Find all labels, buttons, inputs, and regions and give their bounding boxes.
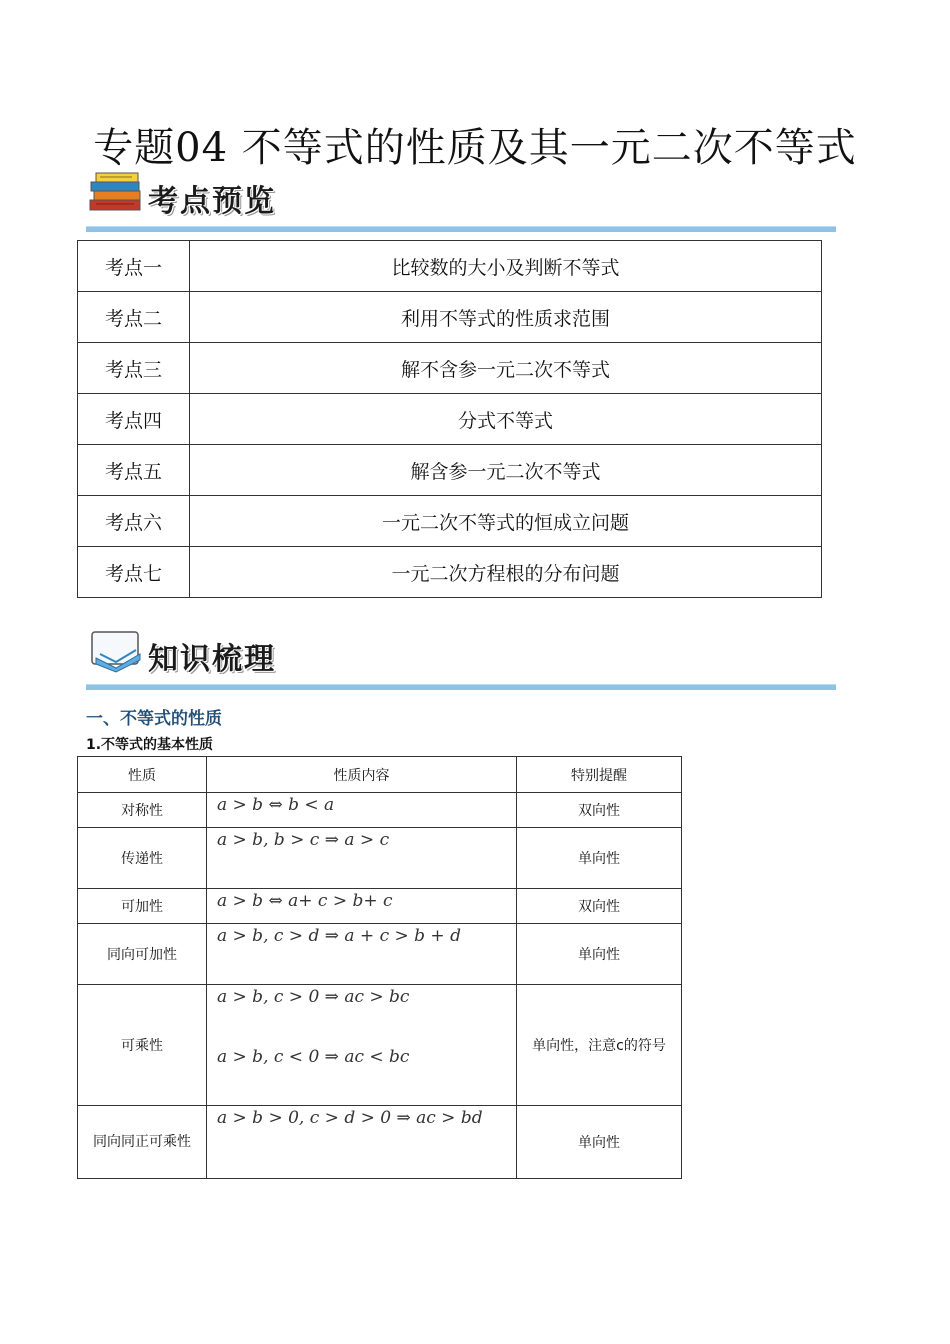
table-header-row (78, 757, 682, 793)
point-title: 比较数的大小及判断不等式 (190, 241, 822, 292)
formula: a > b, b > c ⇒ a > c (217, 830, 390, 850)
point-label: 考点五 (78, 445, 190, 496)
section-banner-knowledge (86, 624, 836, 690)
table-row (78, 241, 822, 292)
property-content (207, 889, 517, 924)
section-divider (86, 226, 836, 232)
table-row (78, 547, 822, 598)
property-name: 传递性 (78, 828, 207, 889)
heading-inequality-properties: 一、不等式的性质 (86, 709, 222, 729)
heading-basic-properties: 1.不等式的基本性质 (86, 737, 214, 753)
point-title: 分式不等式 (190, 394, 822, 445)
column-header: 性质内容 (207, 757, 517, 793)
property-note: 单向性 (517, 924, 682, 985)
table-row (78, 924, 682, 985)
property-content (207, 985, 517, 1106)
point-label: 考点六 (78, 496, 190, 547)
column-header: 特别提醒 (517, 757, 682, 793)
property-name: 同向可加性 (78, 924, 207, 985)
section-title-overview: 考点预览 (148, 184, 276, 219)
point-label: 考点二 (78, 292, 190, 343)
table-row (78, 889, 682, 924)
property-note: 双向性 (517, 793, 682, 828)
section-title-knowledge: 知识梳理 (148, 642, 276, 677)
point-title: 一元二次方程根的分布问题 (190, 547, 822, 598)
point-title: 解含参一元二次不等式 (190, 445, 822, 496)
table-row (78, 445, 822, 496)
property-note: 单向性 (517, 1106, 682, 1179)
column-header: 性质 (78, 757, 207, 793)
point-label: 考点四 (78, 394, 190, 445)
point-title: 一元二次不等式的恒成立问题 (190, 496, 822, 547)
section-divider (86, 684, 836, 690)
point-title: 利用不等式的性质求范围 (190, 292, 822, 343)
formula: a > b, c > 0 ⇒ ac > bc (217, 987, 410, 1007)
property-content (207, 924, 517, 985)
property-name: 可乘性 (78, 985, 207, 1106)
formula: a > b, c > d ⇒ a + c > b + d (217, 926, 461, 946)
table-row (78, 1106, 682, 1179)
table-row (78, 985, 682, 1106)
property-note: 双向性 (517, 889, 682, 924)
table-row (78, 496, 822, 547)
property-name: 可加性 (78, 889, 207, 924)
property-note: 单向性 (517, 828, 682, 889)
property-name: 对称性 (78, 793, 207, 828)
table-row (78, 394, 822, 445)
property-content (207, 793, 517, 828)
open-book-icon (86, 624, 146, 674)
point-label: 考点三 (78, 343, 190, 394)
formula: a > b ⇔ a+ c > b+ c (217, 891, 393, 911)
exam-points-table (77, 240, 822, 598)
page-title: 专题04 不等式的性质及其一元二次不等式 (93, 125, 857, 171)
section-banner-overview (86, 166, 836, 232)
table-row (78, 793, 682, 828)
table-row (78, 828, 682, 889)
formula: a > b ⇔ b < a (217, 795, 335, 815)
property-note: 单向性，注意c的符号 (517, 985, 682, 1106)
property-name: 同向同正可乘性 (78, 1106, 207, 1179)
formula: a > b, c < 0 ⇒ ac < bc (217, 1047, 410, 1067)
point-label: 考点一 (78, 241, 190, 292)
point-title: 解不含参一元二次不等式 (190, 343, 822, 394)
table-row (78, 343, 822, 394)
property-content (207, 828, 517, 889)
properties-table (77, 756, 682, 1179)
property-content (207, 1106, 517, 1179)
books-icon (86, 166, 146, 216)
formula: a > b > 0, c > d > 0 ⇒ ac > bd (217, 1108, 483, 1128)
point-label: 考点七 (78, 547, 190, 598)
table-row (78, 292, 822, 343)
